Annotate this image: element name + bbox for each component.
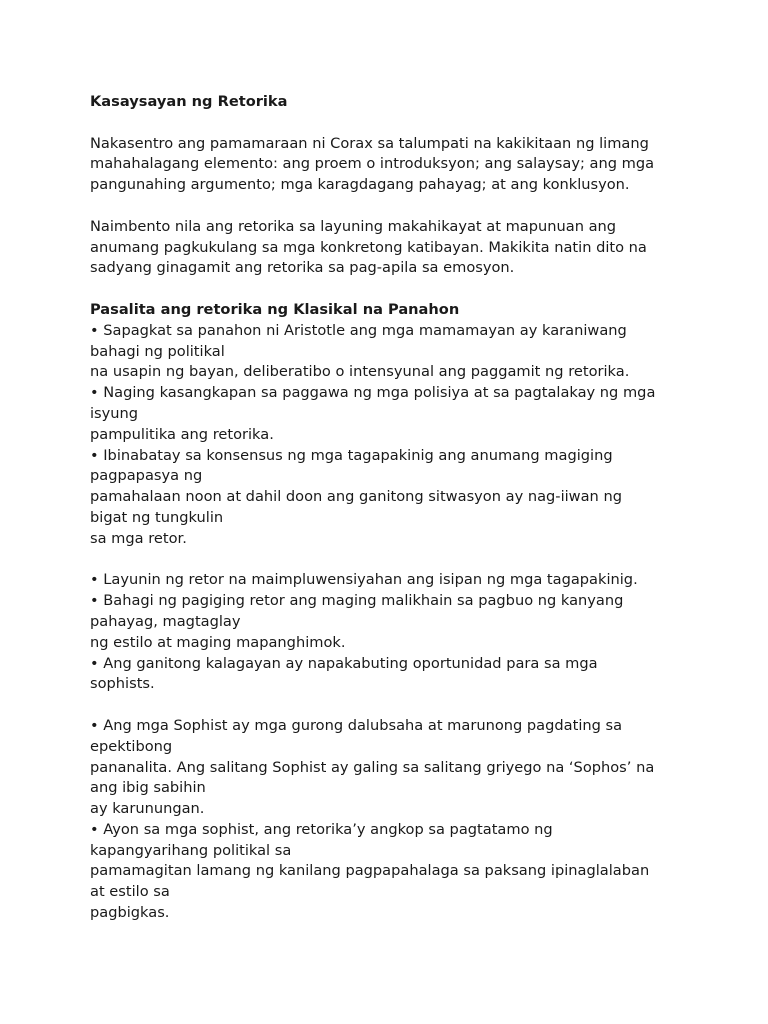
paragraph-corax (90, 134, 690, 196)
text-line: isyung (90, 404, 139, 422)
text-line: • Layunin ng retor na maimpluwensiyahan ang isipan ng mga tagapakinig. (90, 571, 638, 589)
text-line: pahayag, magtaglay (90, 612, 241, 630)
spacer (90, 279, 690, 300)
spacer (90, 550, 690, 571)
text-line: Nakasentro ang pamamaraan ni Corax sa talumpati na kakikitaan ng limang (90, 134, 649, 152)
text-line: pagbigkas. (90, 904, 170, 922)
text-line: ng estilo at maging mapanghimok. (90, 633, 346, 651)
text-line: mahahalagang elemento: ang proem o introduksyon; ang salaysay; ang mga (90, 155, 655, 173)
text-line: sa mga retor. (90, 529, 187, 547)
text-line: sadyang ginagamit ang retorika sa pag-apila sa emosyon. (90, 259, 515, 277)
spacer (90, 695, 690, 716)
text-line: pangunahing argumento; mga karagdagang pahayag; at ang konklusyon. (90, 176, 630, 194)
text-line: pamahalaan noon at dahil doon ang ganitong sitwasyon ay nag-iiwan ng (90, 488, 622, 506)
text-line: pananalita. Ang salitang Sophist ay galing sa salitang griyego na ‘Sophos’ na (90, 758, 655, 776)
section-heading: Pasalita ang retorika ng Klasikal na Panahon (90, 300, 460, 318)
document-page (90, 92, 690, 924)
paragraph-imbento (90, 217, 690, 279)
text-line: anumang pagkukulang sa mga konkretong katibayan. Makikita natin dito na (90, 238, 647, 256)
text-line: • Ayon sa mga sophist, ang retorika’y angkop sa pagtatamo ng (90, 820, 553, 838)
spacer (90, 196, 690, 217)
spacer (90, 113, 690, 134)
text-line: pampulitika ang retorika. (90, 425, 274, 443)
text-line: epektibong (90, 737, 173, 755)
text-line: kapangyarihang politikal sa (90, 841, 292, 859)
text-line: • Ang ganitong kalagayan ay napakabuting oportunidad para sa mga (90, 654, 598, 672)
document-title: Kasaysayan ng Retorika (90, 93, 288, 110)
bullet-block-3 (90, 716, 690, 924)
bullet-block-2 (90, 570, 690, 695)
text-line: • Ibinabatay sa konsensus ng mga tagapakinig ang anumang magiging (90, 446, 613, 464)
text-line: • Naging kasangkapan sa paggawa ng mga polisiya at sa pagtalakay ng mga (90, 384, 656, 402)
text-line: pagpapasya ng (90, 467, 203, 485)
bullet-block-1 (90, 321, 690, 550)
text-line: • Ang mga Sophist ay mga gurong dalubsaha at marunong pagdating sa (90, 716, 623, 734)
text-line: bahagi ng politikal (90, 342, 225, 360)
text-line: • Sapagkat sa panahon ni Aristotle ang mga mamamayan ay karaniwang (90, 321, 627, 339)
text-line: • Bahagi ng pagiging retor ang maging malikhain sa pagbuo ng kanyang (90, 592, 624, 610)
text-line: bigat ng tungkulin (90, 508, 224, 526)
text-line: pamamagitan lamang ng kanilang pagpapahalaga sa paksang ipinaglalaban (90, 862, 650, 880)
text-line: Naimbento nila ang retorika sa layuning makahikayat at mapunuan ang (90, 217, 617, 235)
text-line: ang ibig sabihin (90, 779, 206, 797)
text-line: na usapin ng bayan, deliberatibo o intensyunal ang paggamit ng retorika. (90, 363, 630, 381)
text-line: sophists. (90, 675, 155, 693)
text-line: ay karunungan. (90, 800, 205, 818)
text-line: at estilo sa (90, 883, 170, 901)
